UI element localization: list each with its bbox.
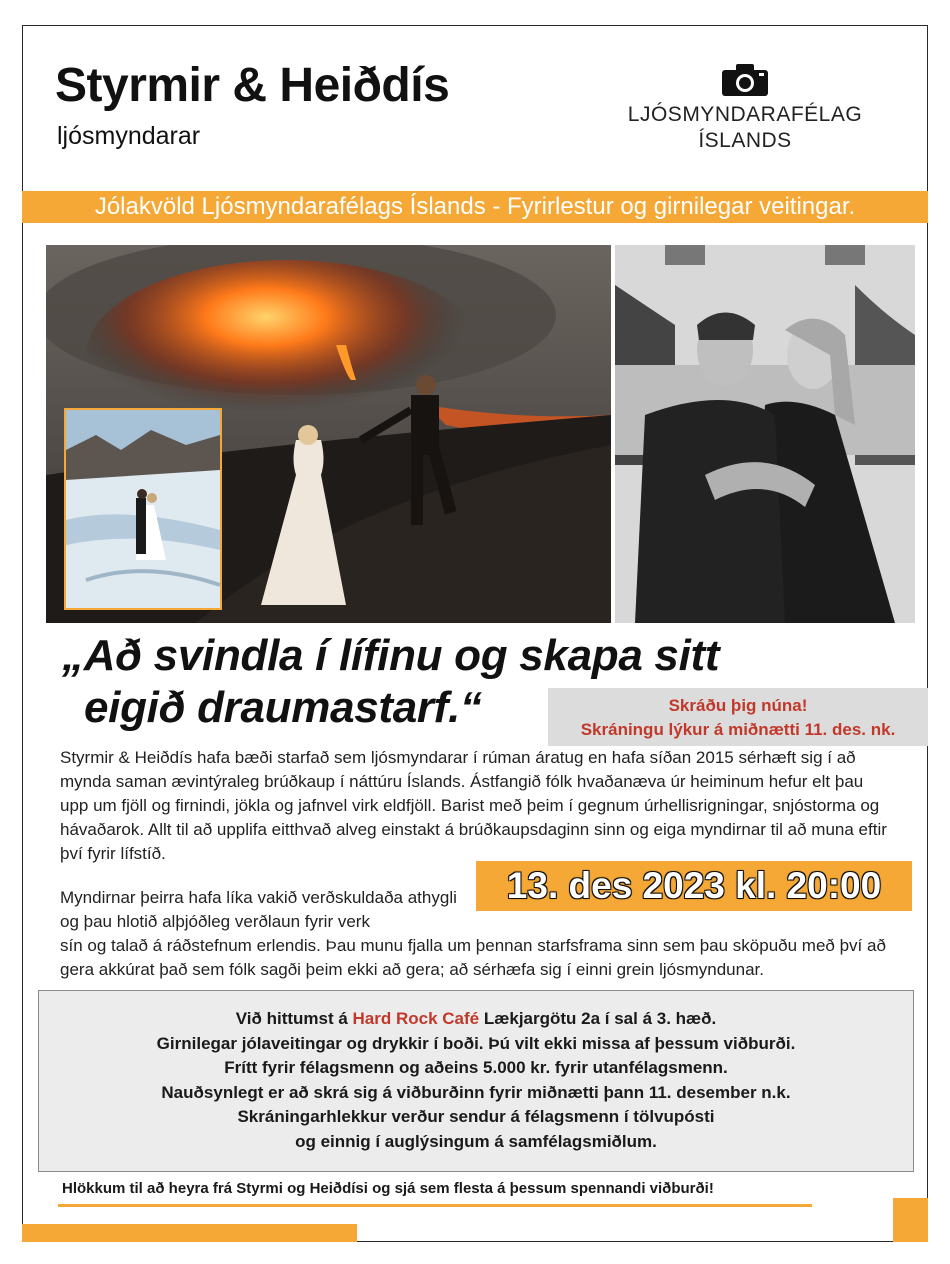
info-line-deadline: Nauðsynlegt er að skrá sig á viðburðinn fyrir miðnætti þann 11. desember n.k. (161, 1082, 791, 1102)
logo-line-2: ÍSLANDS (698, 129, 792, 152)
event-info-box (38, 990, 914, 1172)
registration-line-1: Skráðu þig núna! (668, 696, 808, 715)
intro-paragraph: Styrmir & Heiðdís hafa bæði starfað sem ljósmyndarar í rúman áratug en hafa síðan 2015 sérhæft sig í að mynda saman ævintýraleg brúðkaup í náttúru Íslands. Ástfangið fólk hvaðanæva úr heiminum hefur elt þau upp um fjöll og firnindi, jökla og jafnvel virk eldfjöll. Barist með þeim í gegnum úrhellisrigningar, snjóstorma og hávaðarok. Allt til að upplifa eitthvað alveg einstakt á brúðkaupsdaginn sinn og eiga myndirnar til að muna eftir því fyrir lífstíð. (60, 748, 887, 863)
page-title: Styrmir & Heiðdís (55, 59, 450, 112)
closing-underline (58, 1204, 812, 1207)
info-line-social: og einnig í auglýsingum á samfélagsmiðlum. (295, 1131, 657, 1151)
event-date: 13. des 2023 kl. 20:00 (476, 861, 912, 911)
info-venue-suffix: Lækjargötu 2a í sal á 3. hæð. (479, 1009, 717, 1028)
venue-name: Hard Rock Café (352, 1009, 480, 1028)
footer-accent-block (893, 1198, 928, 1242)
quote-line-1: „Að svindla í lífinu og skapa sitt (62, 631, 720, 680)
info-line-food: Girnilegar jólaveitingar og drykkir í boði. Þú vilt ekki missa af þessum viðburði. (156, 1033, 796, 1053)
info-line-link: Skráningarhlekkur verður sendur á félagsmenn í tölvupósti (237, 1107, 715, 1126)
awards-paragraph-start: Myndirnar þeirra hafa líka vakið verðskuldaða athygli og þau hlotið alþjóðleg verðlaun fyrir verk (60, 888, 457, 931)
info-line-price: Frítt fyrir félagsmenn og aðeins 5.000 kr. fyrir utanfélagsmenn. (224, 1058, 728, 1077)
info-venue-prefix: Við hittumst á (235, 1009, 353, 1028)
quote-line-2: eigið draumastarf.“ (84, 683, 482, 732)
event-banner: Jólakvöld Ljósmyndarafélags Íslands - Fyrirlestur og girnilegar veitingar. (22, 191, 928, 223)
closing-text: Hlökkum til að heyra frá Styrmi og Heiðdísi og sjá sem flesta á þessum spennandi viðburði! (62, 1180, 714, 1197)
association-logo (610, 64, 880, 154)
awards-paragraph-end: sín og talað á ráðstefnum erlendis. Þau munu fjalla um þennan starfsframa sinn sem þau sköpuðu með því að gera akkúrat það sem fólk sagði þeim ekki að gera; að sérhæfa sig í einni grein ljósmyndunar. (60, 936, 886, 979)
registration-notice (548, 688, 928, 746)
glacier-wedding-photo (64, 408, 222, 610)
portrait-photo (615, 245, 915, 623)
info-line-venue (39, 1007, 913, 1032)
logo-line-1: LJÓSMYNDARAFÉLAG (627, 103, 863, 126)
registration-line-2: Skráningu lýkur á miðnætti 11. des. nk. (580, 720, 896, 739)
camera-icon (722, 64, 768, 96)
page-subtitle: ljósmyndarar (57, 122, 201, 150)
footer-accent-bar (22, 1224, 357, 1242)
